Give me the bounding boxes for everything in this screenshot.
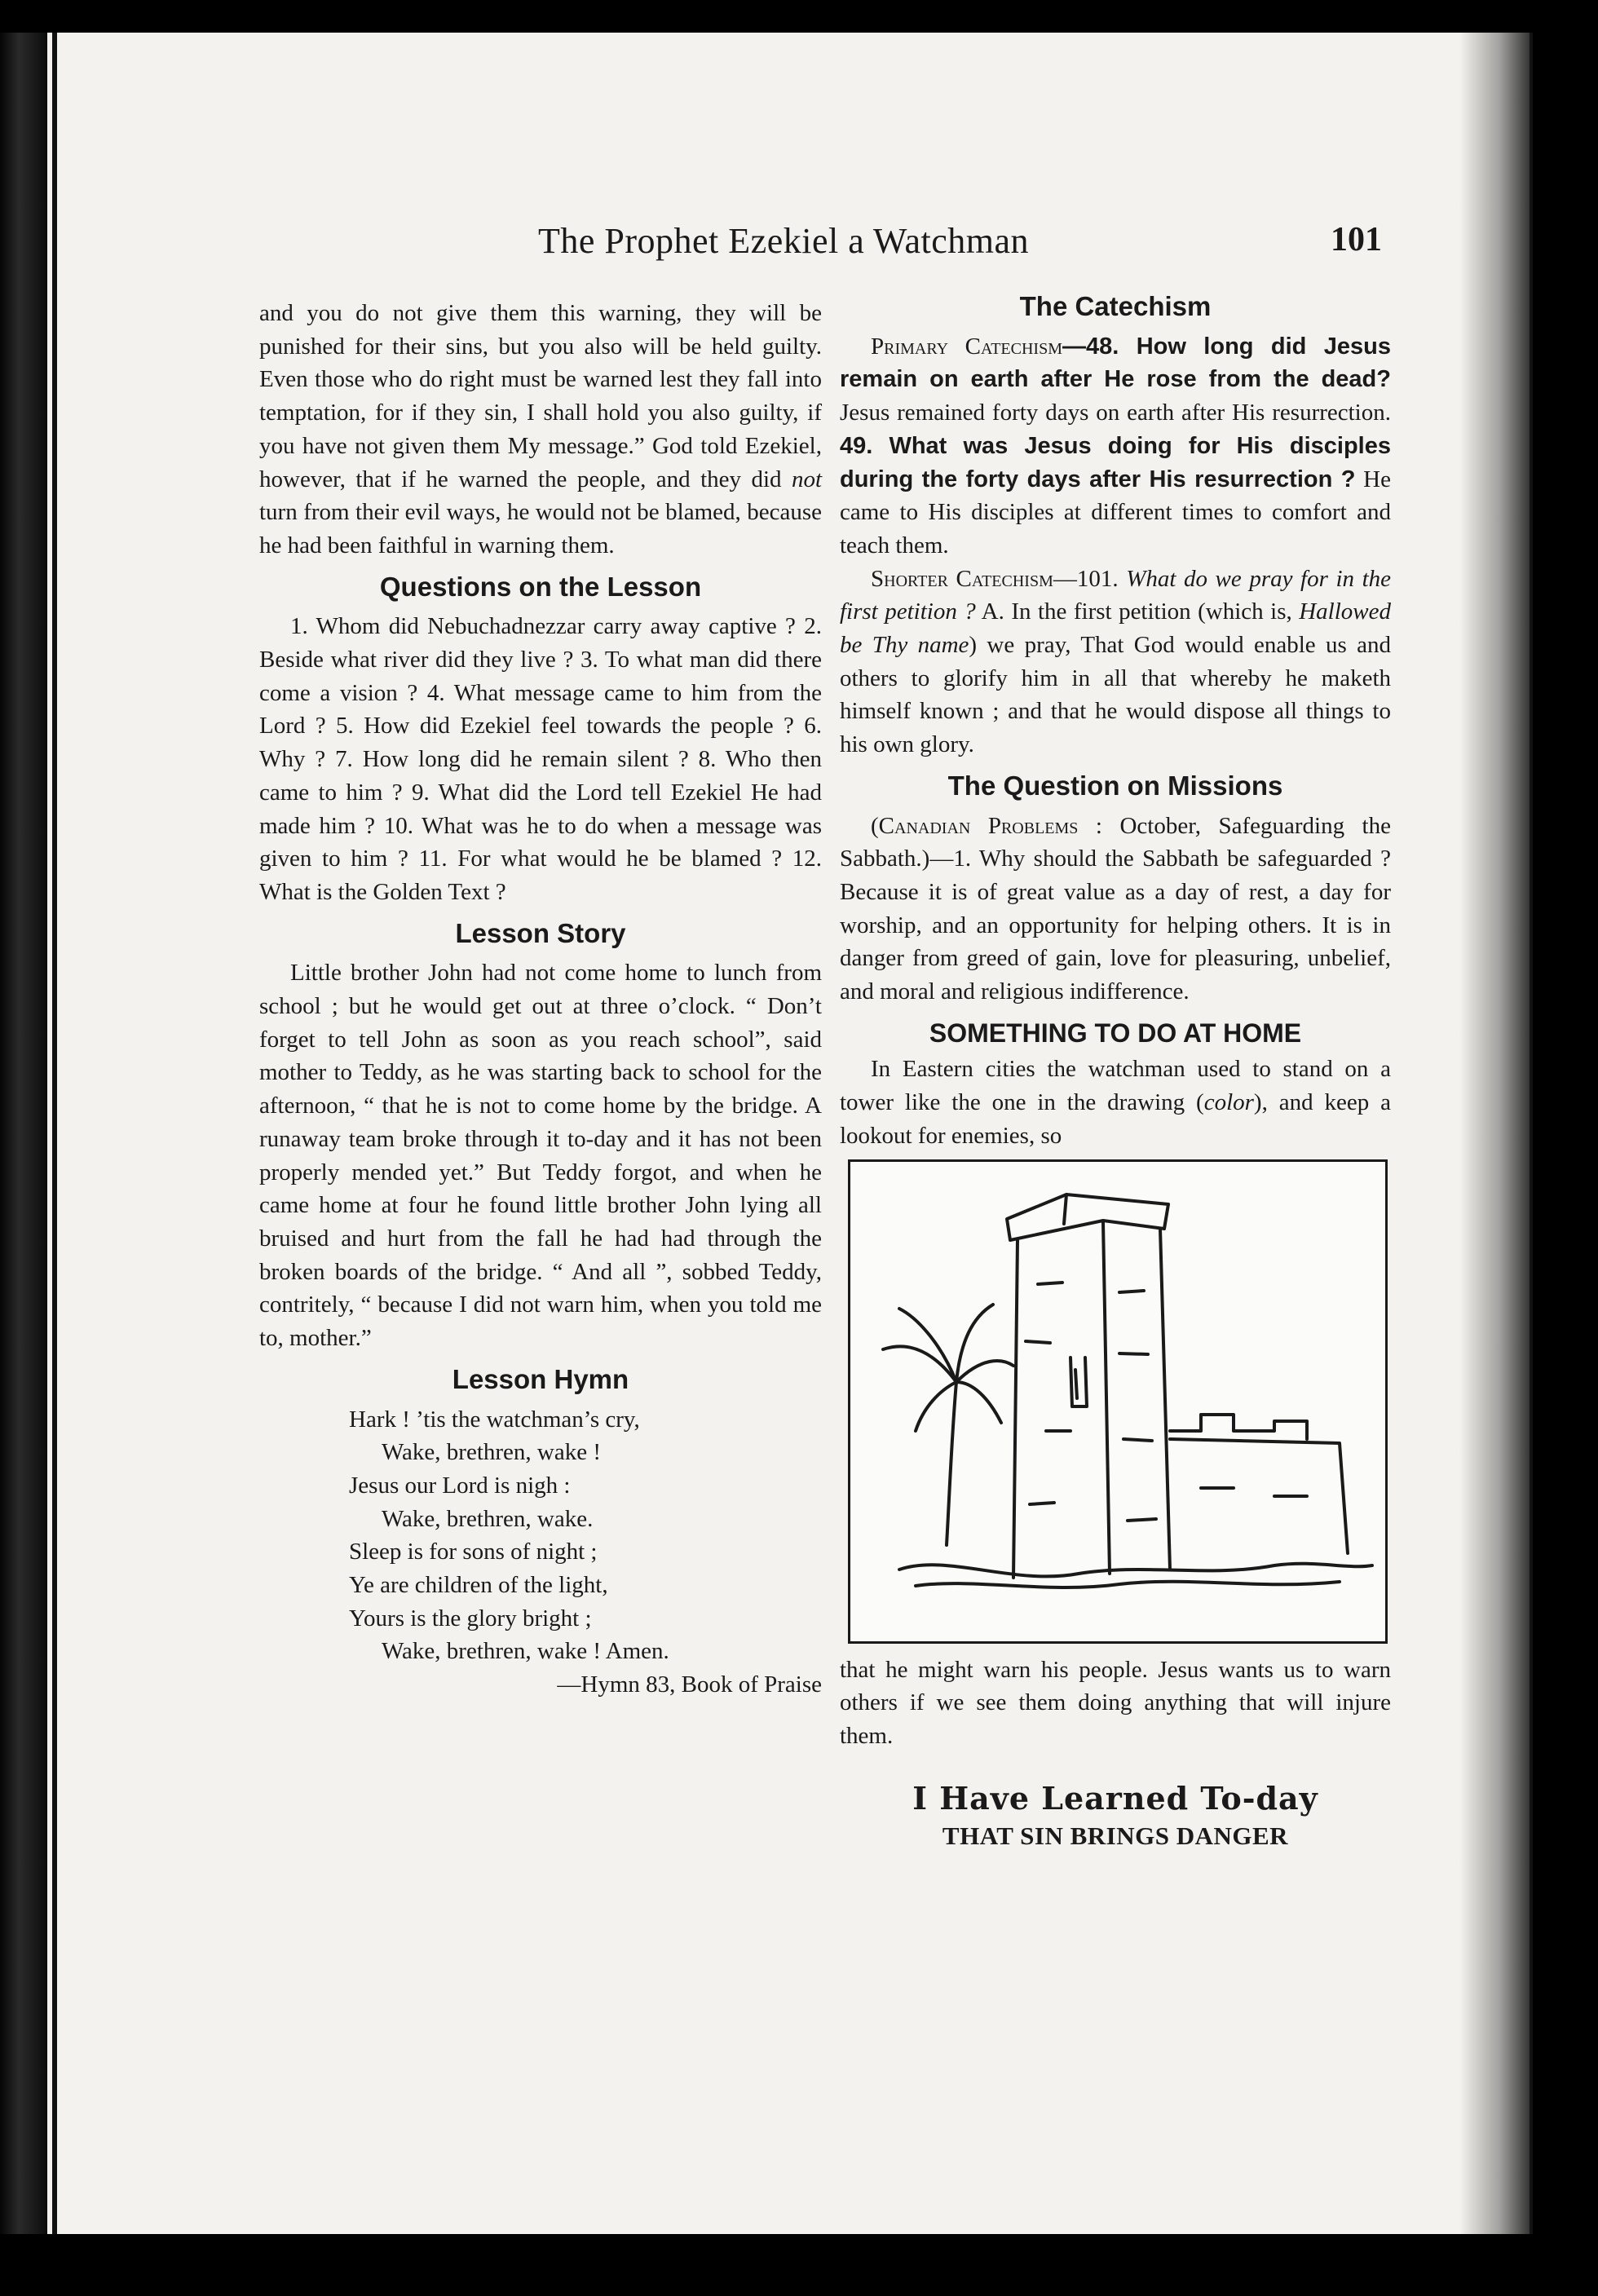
running-head: The Prophet Ezekiel a Watchman (538, 221, 1029, 261)
shorter-catechism-label: Shorter Catechism (871, 565, 1053, 592)
answer-49: He came to His disciples at different times to comfort and teach them. (840, 466, 1391, 559)
story-paragraph: Little brother John had not come home to lunch from school ; but he would get out at three o’clock. “ Don’t forget to tell John as soon as you reach school”, said mother to Teddy, as he was starting back to school for the afternoon, “ that he is not to come home by the bridge. A runaway team broke through it to-day and it has not been properly mended yet.” But Teddy forgot, and when he came home at four he found little brother John lying all bruised and hurt from the fall he had had through the broken boards of the bridge. “ And all ”, sobbed Teddy, contritely, “ because I did not warn him, when you told me to, mother.” (259, 960, 822, 1352)
hymn-credit: —Hymn 83, Book of Praise (557, 1671, 822, 1698)
shorter-catechism (840, 563, 1391, 762)
hymn-line: Sleep is for sons of night ; (349, 1539, 598, 1565)
left-column (259, 297, 822, 1702)
questions-paragraph: 1. Whom did Nebuchadnezzar carry away captive ? 2. Beside what river did they live ? 3. To what man did there come a vision ? 4. What message came to him from the Lord ? 5. How did Ezekiel feel towards the people ? 6. Why ? 7. How long did he remain silent ? 8. Who then came to him ? 9. What did the Lord tell Ezekiel He had made him ? 10. What was he to do when a message was given to him ? 11. For what would he be blamed ? 12. What is the Golden Text ? (259, 613, 822, 905)
right-column (840, 290, 1391, 1853)
question-48: How long did Jesus remain on earth after He rose from the dead? (840, 333, 1392, 393)
shorter-catechism-number: —101. (1053, 565, 1127, 592)
hymn-line: Wake, brethren, wake ! (382, 1439, 602, 1466)
home-text-end: ), and keep a lookout for enemies, so (840, 1089, 1391, 1149)
hymn-line: Wake, brethren, wake ! Amen. (382, 1638, 669, 1665)
answer-48: Jesus remained forty days on earth after His resurrection. (840, 400, 1391, 426)
motto-heading: I Have Learned To-day (912, 1779, 1318, 1817)
hymn-line: Jesus our Lord is nigh : (349, 1472, 571, 1499)
home-heading: SOMETHING TO DO AT HOME (929, 1018, 1302, 1048)
shorter-answer-emphasis: Hallowed be Thy name (840, 598, 1391, 659)
home-emphasis: color (1203, 1089, 1254, 1116)
missions-text: : October, Safeguarding the Sabbath.)—1. Why should the Sabbath be safeguarded ? Because it is of great value as a day of rest, a day for worship, and an opportunity for helping others. It is in danger from greed of gain, love for pleasuring, unbelief, and moral and religious indifference. (840, 812, 1391, 1005)
intro-text-end: turn from their evil ways, he would not be blamed, because he had been faithful in warning them. (259, 499, 822, 559)
tower-illustration (848, 1159, 1388, 1644)
intro-text: and you do not give them this warning, they will be punished for their sins, but you also will be held guilty. Even those who do right must be warned lest they fall into temptation, for if they sin, I shall hold you also guilty, if you have not given them My message.” God told Ezekiel, however, that if he warned the people, and they did (259, 300, 822, 492)
missions-heading: The Question on Missions (947, 770, 1283, 801)
hymn-heading: Lesson Hymn (452, 1363, 629, 1394)
motto-text: THAT SIN BRINGS DANGER (942, 1821, 1289, 1851)
gutter-line (52, 33, 57, 2234)
home-text: In Eastern cities the watchman used to stand on a tower like the one in the drawing ( (840, 1056, 1391, 1116)
missions-paragraph (840, 810, 1391, 1009)
catechism-heading: The Catechism (1019, 291, 1212, 321)
primary-catechism-label: Primary Catechism (871, 333, 1062, 360)
shorter-question: What do we pray for in the first petition ? (840, 565, 1392, 625)
hymn-line: Ye are children of the light, (349, 1572, 608, 1599)
home-paragraph-continued: that he might warn his people. Jesus wants us to warn others if we see them doing anything that will injure them. (840, 1656, 1391, 1749)
questions-heading: Questions on the Lesson (379, 571, 702, 602)
page-number: 101 (1331, 221, 1382, 258)
page-edge-shadow (1459, 33, 1533, 2234)
shorter-answer: A. In the first petition (which is, (975, 598, 1300, 625)
shorter-answer-end: ) we pray, That God would enable us and others to glorify him in all that whereby he maketh himself known ; and that he would dispose all things to his own glory. (840, 632, 1392, 758)
hymn (259, 1403, 822, 1702)
binding-shadow (0, 33, 47, 2234)
missions-open-paren: ( (871, 812, 879, 839)
hymn-line: Wake, brethren, wake. (382, 1505, 594, 1532)
hymn-line: Yours is the glory bright ; (349, 1605, 592, 1631)
intro-paragraph (259, 297, 822, 563)
primary-catechism-number: —48. (1062, 333, 1137, 360)
primary-catechism (840, 330, 1391, 563)
question-49: 49. What was Jesus doing for His disciples during the forty days after His resurrection ? (840, 432, 1391, 492)
watchtower-drawing (850, 1162, 1385, 1641)
missions-label: Canadian Problems (878, 812, 1079, 839)
home-paragraph (840, 1053, 1391, 1152)
intro-emphasis: not (791, 466, 822, 492)
story-heading: Lesson Story (455, 917, 626, 948)
hymn-line: Hark ! ’tis the watchman’s cry, (349, 1406, 640, 1433)
